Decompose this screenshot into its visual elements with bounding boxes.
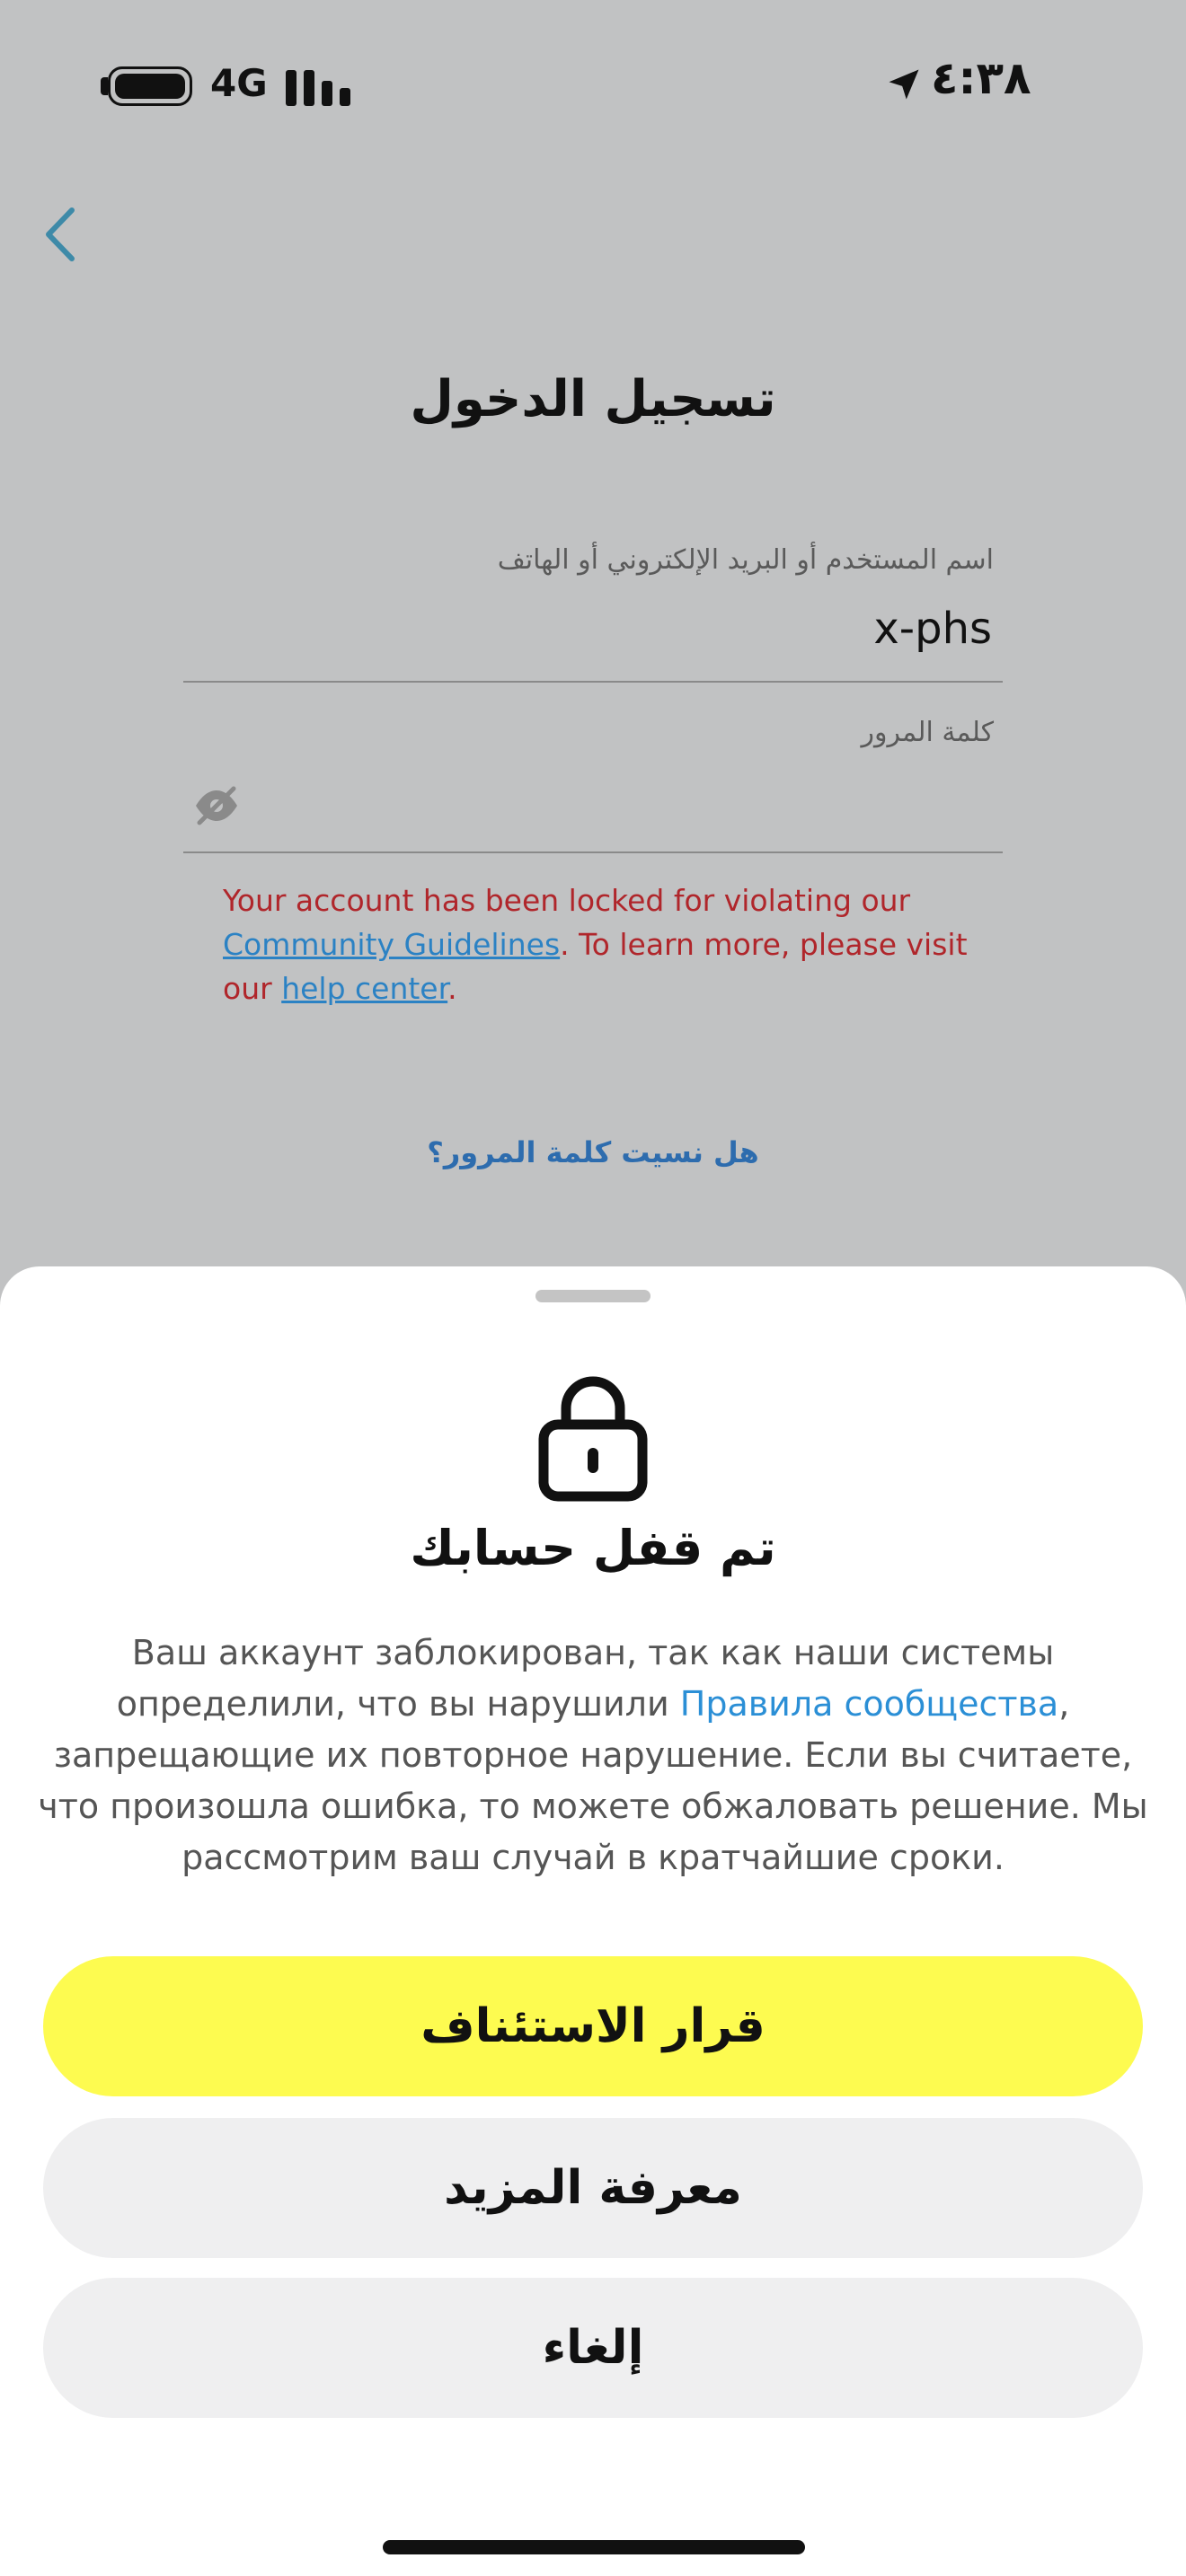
help-center-link[interactable]: help center: [281, 971, 448, 1006]
account-locked-error: [223, 878, 1013, 1010]
back-chevron-icon[interactable]: [36, 205, 86, 264]
community-rules-link[interactable]: Правила сообщества: [679, 1684, 1059, 1724]
password-underline: [183, 851, 1003, 853]
error-text-middle: . To learn more, please visit our: [223, 927, 968, 1006]
signal-bars-icon: [286, 66, 350, 106]
username-underline: [183, 681, 1003, 683]
page-title: تسجيل الدخول: [410, 370, 776, 428]
appeal-button[interactable]: قرار الاستئناف: [43, 1956, 1143, 2096]
account-locked-sheet: [0, 1266, 1186, 2576]
lock-icon: [535, 1369, 651, 1502]
sheet-drag-handle[interactable]: [535, 1290, 651, 1302]
status-bar: [0, 0, 1186, 171]
battery-icon: [108, 66, 192, 106]
error-text-suffix: .: [447, 971, 457, 1006]
learn-more-button[interactable]: معرفة المزيد: [43, 2118, 1143, 2258]
location-arrow-icon: [884, 65, 924, 104]
username-label: اسم المستخدم أو البريد الإلكتروني أو الهاتف: [497, 544, 994, 576]
eye-off-icon[interactable]: [192, 783, 241, 828]
password-label: كلمة المرور: [861, 717, 994, 748]
sheet-message: [29, 1628, 1157, 1883]
battery-tip: [101, 77, 108, 95]
forgot-password-link[interactable]: هل نسيت كلمة المرور؟: [427, 1135, 759, 1169]
home-indicator[interactable]: [383, 2540, 805, 2554]
cancel-button[interactable]: إلغاء: [43, 2278, 1143, 2418]
sheet-message-part1: Ваш аккаунт заблокирован, так как наши системы определили, что вы нарушили: [116, 1633, 1055, 1724]
sheet-message-part2: , запрещающие их повторное нарушение. Если вы считаете, что произошла ошибка, то можете обжаловать решение. Мы рассмотрим ваш случай в кратчайшие сроки.: [38, 1684, 1148, 1877]
username-input[interactable]: x-phs: [873, 604, 992, 654]
network-type: 4G: [210, 61, 268, 105]
community-guidelines-link[interactable]: Community Guidelines: [223, 927, 561, 962]
error-text-prefix: Your account has been locked for violating our: [223, 883, 911, 918]
status-time: ٤:٣٨: [931, 52, 1031, 104]
sheet-title: تم قفل حسابك: [410, 1520, 776, 1576]
